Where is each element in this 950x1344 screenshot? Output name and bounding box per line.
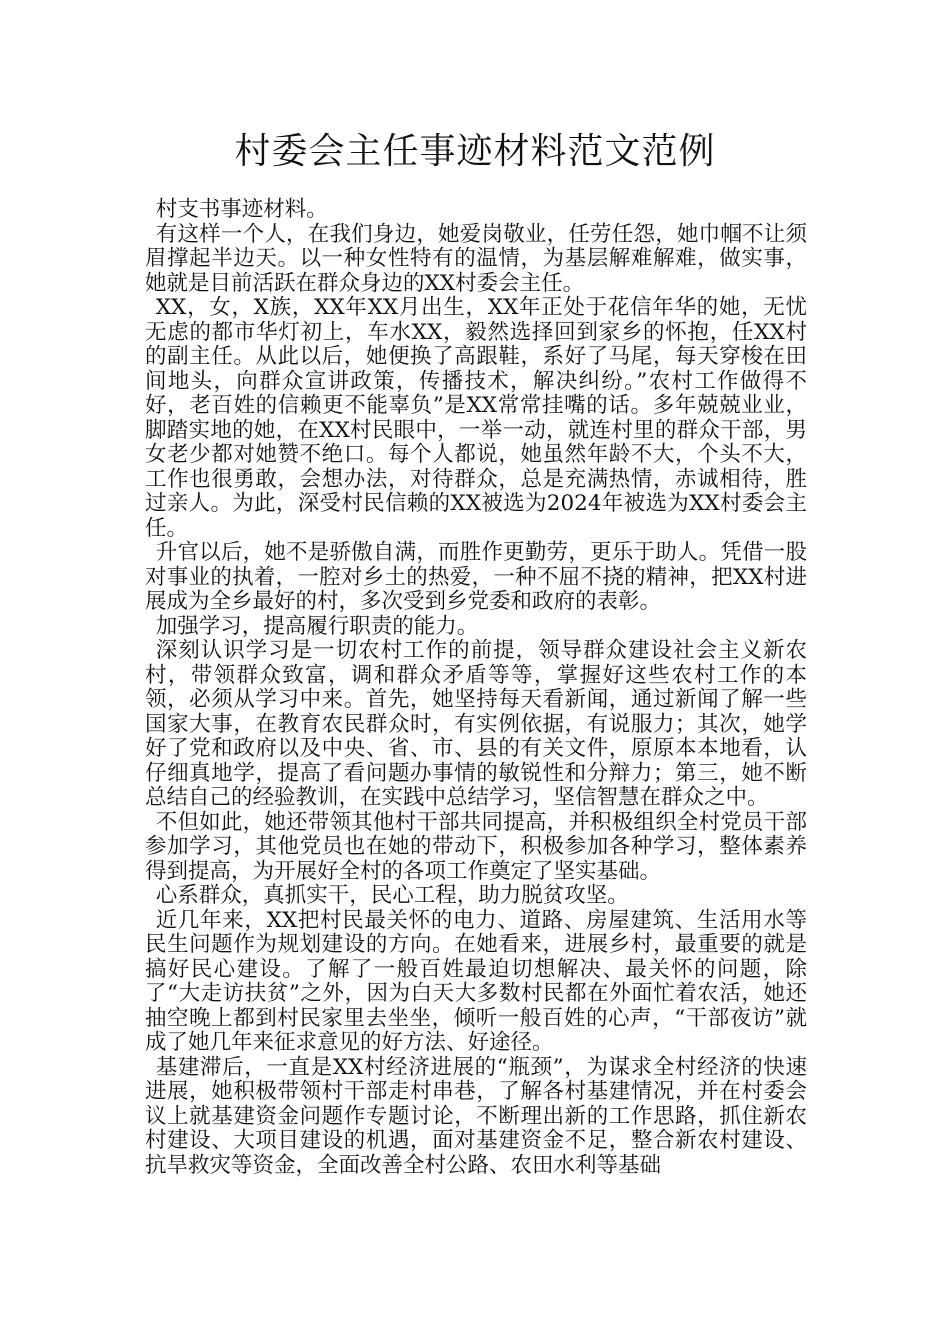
paragraph: 近几年来，XX把村民最关怀的电力、道路、房屋建筑、生活用水等民生问题作为规划建设的方向。在她看来，进展乡村，最重要的就是搞好民心建设。了解了一般百姓最迫切想解决、最关怀的问题，除了“大走访扶贫”之外，因为白天大多数村民都在外面忙着农活，她还抽空晚上都到村民家里去坐坐，倾听一般百姓的心声，“干部夜访”就成了她几年来征求意见的好方法、好途径。: [145, 907, 807, 1055]
paragraph: 加强学习，提高履行职责的能力。: [155, 613, 479, 639]
paragraph: 有这样一个人，在我们身边，她爱岗敬业，任劳任怨，她巾帼不让须眉撑起半边天。以一种女性特有的温情，为基层解难解难，做实事，她就是目前活跃在群众身边的XX村委会主任。: [145, 221, 807, 296]
paragraph: 心系群众，真抓实干，民心工程，助力脱贫攻坚。: [155, 883, 629, 908]
paragraph: XX，女，X族，XX年XX月出生，XX年正处于花信年华的她，无忧无虑的都市华灯初上，车水XX，毅然选择回到家乡的怀抱，任XX村的副主任。从此以后，她便换了高跟鞋，系好了马尾，每天穿梭在田间地头，向群众宣讲政策，传播技术，解决纠纷。”农村工作做得不好，老百姓的信赖更不能辜负”是XX常常挂嘴的话。多年兢兢业业，脚踏实地的她，在XX村民眼中，一举一动，就连村里的群众干部，男女老少都对她赞不绝口。每个人都说，她虽然年龄不大，个头不大，工作也很勇敢，会想办法，对待群众，总是充满热情，赤诚相待，胜过亲人。为此，深受村民信赖的XX被选为2024年被选为XX村委会主任。: [145, 295, 807, 541]
paragraph: 不但如此，她还带领其他村干部共同提高，并积极组织全村党员干部参加学习，其他党员也在她的带动下，积极参加各种学习，整体素养得到提高，为开展好全村的各项工作奠定了坚实基础。: [145, 809, 807, 884]
document-body: [145, 198, 807, 1178]
paragraph: 村支书事迹材料。: [155, 197, 328, 222]
document-title: 村委会主任事迹材料范文范例: [234, 131, 716, 172]
paragraph: 升官以后，她不是骄傲自满，而胜作更勤劳，更乐于助人。凭借一股对事业的执着，一腔对乡土的热爱，一种不屈不挠的精神，把XX村进展成为全乡最好的村，多次受到乡党委和政府的表彰。: [145, 540, 807, 614]
paragraph: 深刻认识学习是一切农村工作的前提，领导群众建设社会主义新农村，带领群众致富，调和群众矛盾等等，掌握好这些农村工作的本领，必须从学习中来。首先，她坚持每天看新闻，通过新闻了解一些国家大事，在教育农民群众时，有实例依据，有说服力；其次，她学好了党和政府以及中央、省、市、县的有关文件，原原本本地看，认仔细真地学，提高了看问题办事情的敏锐性和分辩力；第三，她不断总结自己的经验教训，在实践中总结学习，坚信智慧在群众之中。: [145, 638, 807, 810]
paragraph: 基建滞后，一直是XX村经济进展的“瓶颈”，为谋求全村经济的快速进展，她积极带领村干部走村串巷，了解各村基建情况，并在村委会议上就基建资金问题作专题讨论，不断理出新的工作思路，抓住新农村建设、大项目建设的机遇，面对基建资金不足，整合新农村建设、抗旱救灾等资金，全面改善全村公路、农田水利等基础: [145, 1054, 807, 1178]
